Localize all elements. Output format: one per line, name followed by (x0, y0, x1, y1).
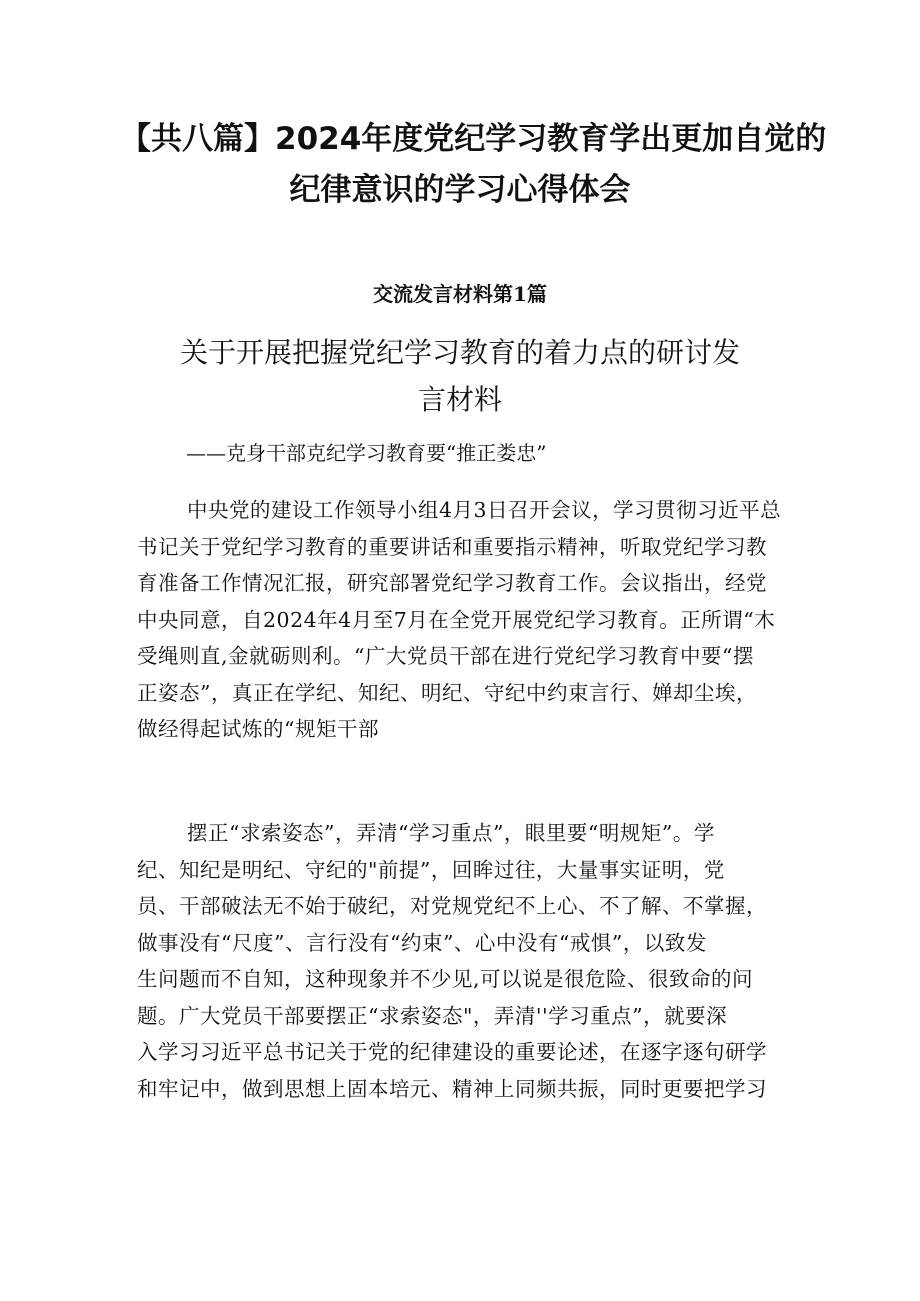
paragraph-line: 入学习习近平总书记关于党的纪律建设的重要论述，在逐字逐句研学 (137, 1040, 767, 1064)
paragraph-line: 正姿态”，真正在学纪、知纪、明纪、守纪中约束言行、婵却尘埃， (137, 680, 757, 705)
subtitle-line-1: 关于开展把握党纪学习教育的着力点的研讨发 (179, 336, 740, 369)
paragraph-line: 摆正“求索姿态”，弄清“学习重点”，眼里要“明规矩”。学 (187, 821, 715, 845)
paragraph-line: 受绳则直,金就砺则利。“广大党员干部在进行党纪学习教育中要“摆 (137, 644, 754, 668)
subtitle-line-2: 言材料 (417, 383, 502, 416)
paragraph-line: 中央同意，自2024年4月至7月在全党开展党纪学习教育。正所谓“木 (137, 607, 776, 632)
paragraph-line: 做经得起试炼的“规矩干部 (137, 717, 379, 741)
paragraph-line: 题。广大党员干部要摆正“求索姿态"，弄清''学习重点”，就要深 (137, 1003, 728, 1028)
document-title-line-1: 【共八篇】2024年度党纪学习教育学出更加自觉的 (120, 121, 827, 157)
paragraph-line: 做事没有“尺度”、言行没有“约束”、心中没有“戒惧”，以致发 (137, 930, 707, 955)
paragraph-line: 生问题而不自知，这种现象并不少见,可以说是很危险、很致命的问 (137, 967, 754, 991)
paragraph-line: 育准备工作情况汇报，研究部署党纪学习教育工作。会议指出，经党 (137, 571, 767, 595)
paragraph-2 (137, 815, 797, 1107)
paragraph-line: 中央党的建设工作领导小组4月3日召开会议，学习贯彻习近平总 (187, 498, 782, 522)
document-title-line-2: 纪律意识的学习心得体会 (289, 172, 631, 208)
paragraph-line: 书记关于党纪学习教育的重要讲话和重要指示精神，听取党纪学习教 (137, 534, 767, 559)
paragraph-1 (137, 492, 797, 748)
section-label: 交流发言材料第1篇 (373, 282, 547, 306)
paragraph-line: 纪、知纪是明纪、守纪的"前提”，回眸过往，大量事实证明，党 (137, 857, 725, 882)
paragraph-line: 和牢记中，做到思想上固本培元、精神上同频共振，同时更要把学习 (137, 1076, 767, 1101)
paragraph-line: 员、干部破法无不始于破纪，对党规党纪不上心、不了解、不掌握， (137, 894, 767, 918)
byline: ——克身干部克纪学习教育要“推正娄忠” (186, 441, 547, 465)
